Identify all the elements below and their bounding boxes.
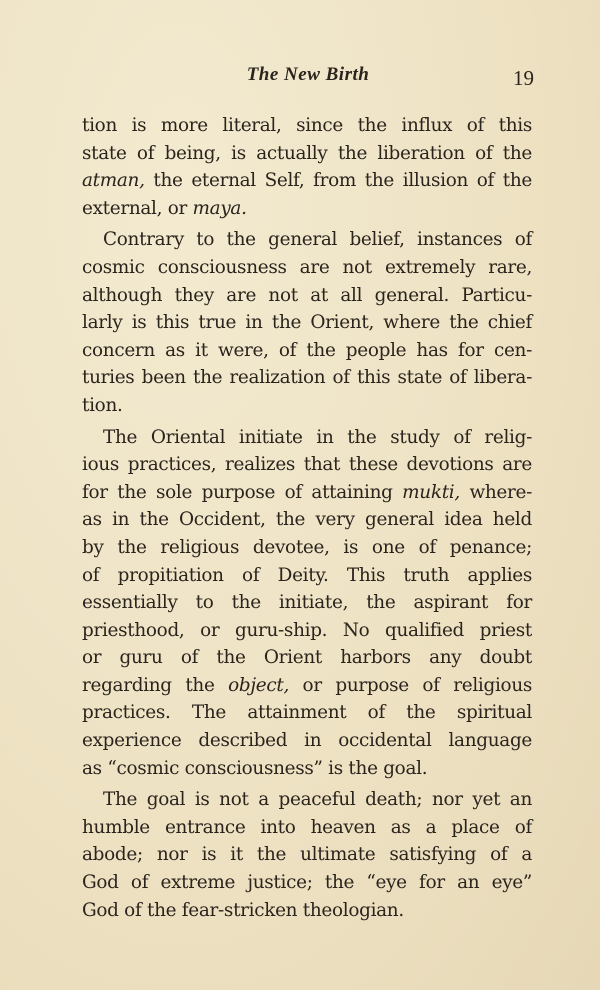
text-line <box>82 617 532 645</box>
page-number: 19 <box>513 66 534 90</box>
text-line <box>82 226 532 254</box>
text-line <box>82 167 532 195</box>
text-line <box>82 309 532 337</box>
text-line <box>82 699 532 727</box>
italic-term: object, <box>228 674 289 696</box>
text-segment: for the sole purpose of attaining <box>82 481 403 503</box>
text-line <box>82 814 532 842</box>
paragraph <box>82 786 532 924</box>
italic-term: atman, <box>82 170 145 192</box>
text-segment: external, or <box>82 197 193 219</box>
text-segment: state of being, is actually the liberation of the <box>82 142 532 164</box>
running-title: The New Birth <box>246 64 370 85</box>
text-line <box>82 506 532 534</box>
text-line <box>82 727 532 755</box>
text-segment: concern as it were, of the people has for cen- <box>82 339 532 361</box>
text-segment: Contrary to the general belief, instances of <box>103 229 532 251</box>
text-line <box>82 451 532 479</box>
page-header <box>82 64 534 94</box>
text-segment: God of the fear-stricken theologian. <box>82 899 404 921</box>
text-line <box>82 195 532 223</box>
paragraph <box>82 424 532 783</box>
text-line <box>82 562 532 590</box>
text-segment: The Oriental initiate in the study of relig- <box>103 426 532 448</box>
text-line <box>82 337 532 365</box>
text-line <box>82 786 532 814</box>
text-segment: where- <box>459 481 532 503</box>
text-segment: the eternal Self, from the illusion of the <box>144 170 532 192</box>
text-segment: practices. The attainment of the spiritual <box>82 702 532 724</box>
text-segment: tion is more literal, since the influx of this <box>82 115 532 136</box>
italic-term: maya. <box>192 197 247 219</box>
text-segment: although they are not at all general. Particu- <box>82 284 532 306</box>
text-line <box>82 140 532 168</box>
text-line <box>82 534 532 562</box>
text-segment: as in the Occident, the very general idea held <box>82 509 532 531</box>
italic-term: mukti, <box>402 481 460 503</box>
paragraph <box>82 112 532 222</box>
text-segment: cosmic consciousness are not extremely rare, <box>82 256 532 278</box>
text-line <box>82 112 532 140</box>
text-segment: experience described in occidental language <box>82 730 532 752</box>
text-line <box>82 254 532 282</box>
text-segment: turies been the realization of this state of libera- <box>82 367 532 389</box>
text-line <box>82 364 532 392</box>
text-line <box>82 869 532 897</box>
paragraph <box>82 226 532 419</box>
text-line <box>82 755 532 783</box>
body-text <box>82 112 532 924</box>
text-line <box>82 672 532 700</box>
text-segment: tion. <box>82 394 123 416</box>
text-segment: priesthood, or guru-ship. No qualified priest <box>82 619 532 641</box>
text-segment: by the religious devotee, is one of penance; <box>82 536 532 558</box>
text-segment: as “cosmic consciousness” is the goal. <box>82 757 428 779</box>
text-segment: or guru of the Orient harbors any doubt <box>82 647 532 669</box>
text-line <box>82 841 532 869</box>
text-line <box>82 479 532 507</box>
text-segment: abode; nor is it the ultimate satisfying of a <box>82 844 532 866</box>
text-segment: The goal is not a peaceful death; nor yet an <box>103 789 532 811</box>
text-segment: regarding the <box>82 674 229 696</box>
text-segment: larly is this true in the Orient, where the chief <box>82 312 532 334</box>
text-segment: essentially to the initiate, the aspirant for <box>82 592 532 614</box>
text-line <box>82 424 532 452</box>
text-line <box>82 282 532 310</box>
text-segment: ious practices, realizes that these devotions are <box>82 454 532 476</box>
text-segment: or purpose of religious <box>289 674 532 696</box>
text-segment: humble entrance into heaven as a place of <box>82 816 532 838</box>
text-line <box>82 392 532 420</box>
text-segment: God of extreme justice; the “eye for an eye” <box>82 872 532 894</box>
text-line <box>82 897 532 925</box>
text-line <box>82 644 532 672</box>
text-segment: of propitiation of Deity. This truth applies <box>82 564 532 586</box>
text-line <box>82 589 532 617</box>
